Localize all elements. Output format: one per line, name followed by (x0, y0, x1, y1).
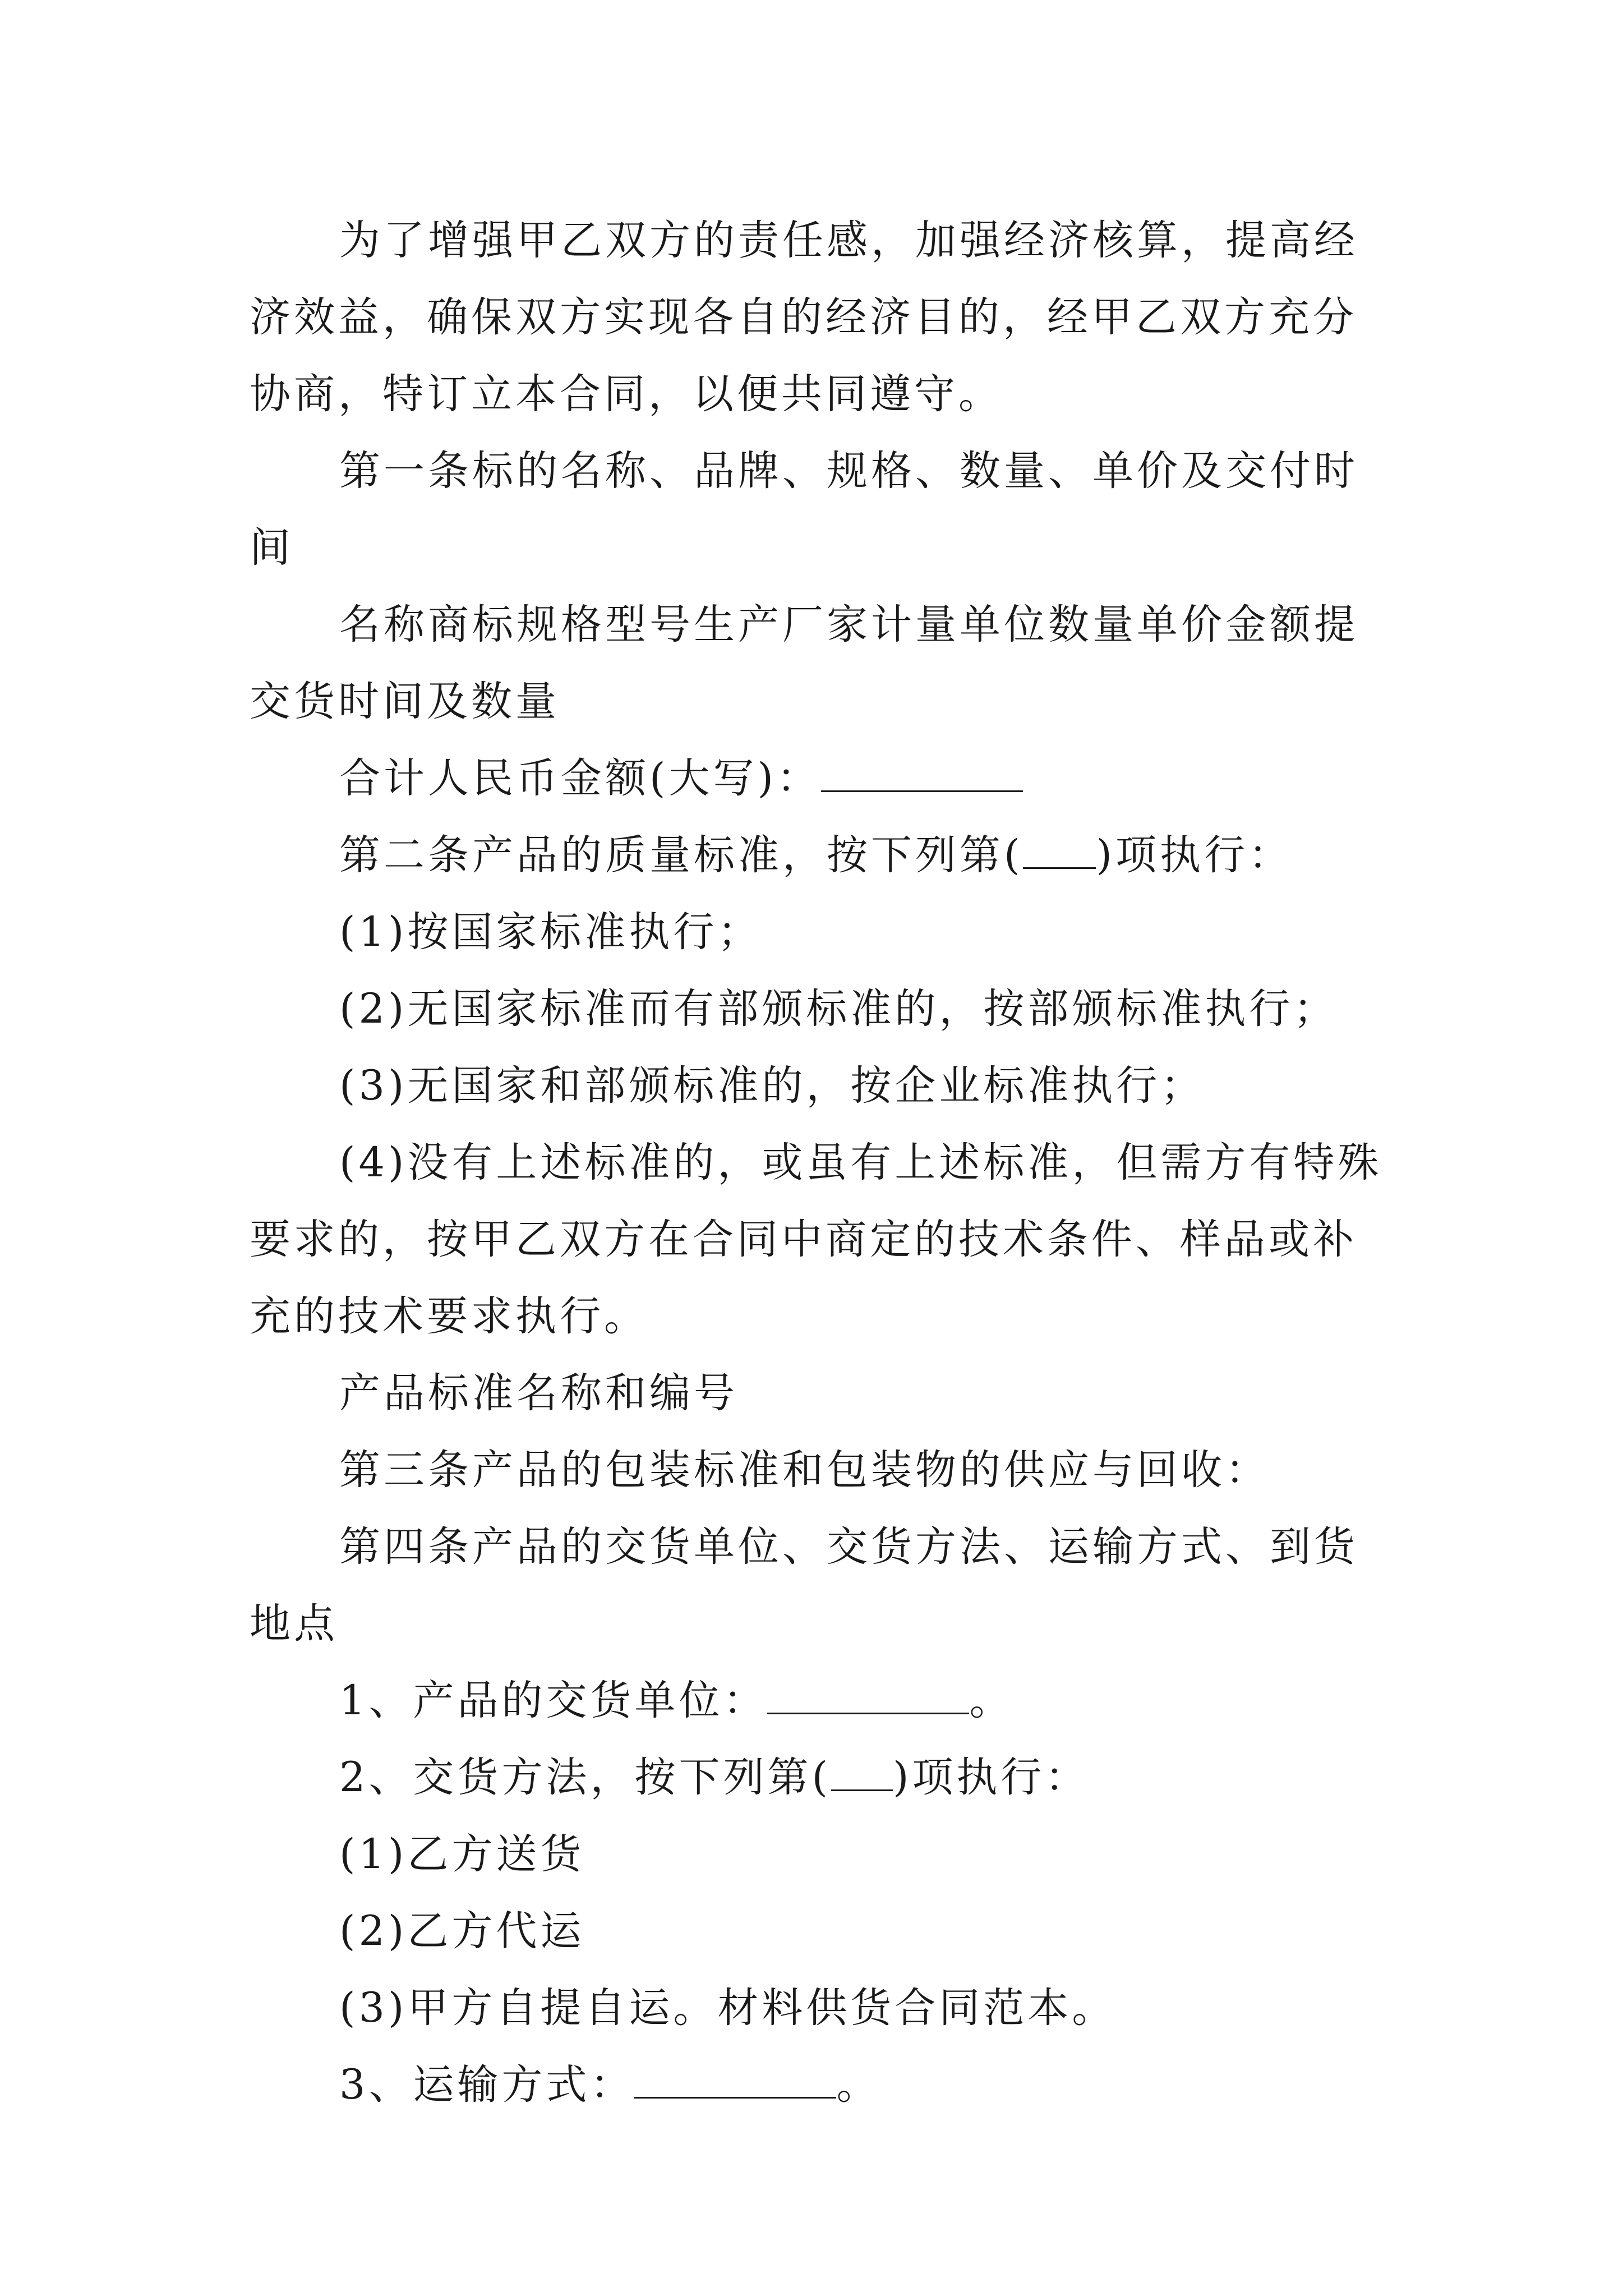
delivery-item: (2)乙方代运 (339, 1907, 585, 1955)
contract-body (250, 202, 1388, 2123)
standard-name-label: 产品标准名称和编号 (339, 1369, 738, 1417)
quality-item: (2)无国家标准而有部颁标准的，按部颁标准执行； (339, 985, 1338, 1033)
delivery-method-suffix: )项执行： (892, 1754, 1090, 1801)
delivery-unit-line (250, 1662, 1388, 1739)
delivery-item: (3)甲方自提自运。材料供货合同范本。 (339, 1984, 1117, 2032)
article-2-prefix: 第二条产品的质量标准，按下列第( (339, 831, 1023, 879)
article-4-heading: 第四条产品的交货单位、交货方法、运输方式、到货地点 (250, 1523, 1358, 1648)
delivery-unit-prefix: 1、产品的交货单位： (339, 1677, 768, 1724)
transport-mode-prefix: 3、运输方式： (339, 2061, 635, 2109)
delivery-unit-blank (767, 1676, 969, 1714)
delivery-unit-suffix: 。 (969, 1677, 1014, 1724)
transport-mode-blank (634, 2060, 836, 2099)
total-amount-blank (821, 753, 1023, 792)
total-amount-line (250, 740, 1388, 817)
delivery-item: (1)乙方送货 (339, 1830, 585, 1878)
delivery-method-blank (831, 1752, 893, 1791)
goods-table-columns: 名称商标规格型号生产厂家计量单位数量单价金额提交货时间及数量 (250, 601, 1358, 725)
intro-paragraph: 为了增强甲乙双方的责任感，加强经济核算，提高经济效益，确保双方实现各自的经济目的，经甲乙双方充分协商，特订立本合同，以便共同遵守。 (250, 217, 1358, 418)
transport-mode-suffix: 。 (836, 2061, 881, 2109)
article-1-heading: 第一条标的名称、品牌、规格、数量、单价及交付时间 (250, 447, 1358, 572)
article-2-blank (1023, 830, 1096, 869)
article-2-heading (250, 817, 1388, 894)
quality-item: (3)无国家和部颁标准的，按企业标准执行； (339, 1062, 1205, 1110)
quality-item: (1)按国家标准执行； (339, 908, 762, 956)
quality-item: (4)没有上述标准的，或虽有上述标准，但需方有特殊要求的，按甲乙双方在合同中商定的技术条件、样品或补充的技术要求执行。 (250, 1139, 1382, 1340)
article-3-heading: 第三条产品的包装标准和包装物的供应与回收： (339, 1446, 1270, 1494)
total-amount-label: 合计人民币金额(大写)： (339, 754, 821, 802)
article-2-suffix: )项执行： (1096, 831, 1293, 879)
transport-mode-line (250, 2046, 1388, 2123)
delivery-method-line (250, 1739, 1388, 1816)
delivery-method-prefix: 2、交货方法，按下列第( (339, 1754, 831, 1801)
